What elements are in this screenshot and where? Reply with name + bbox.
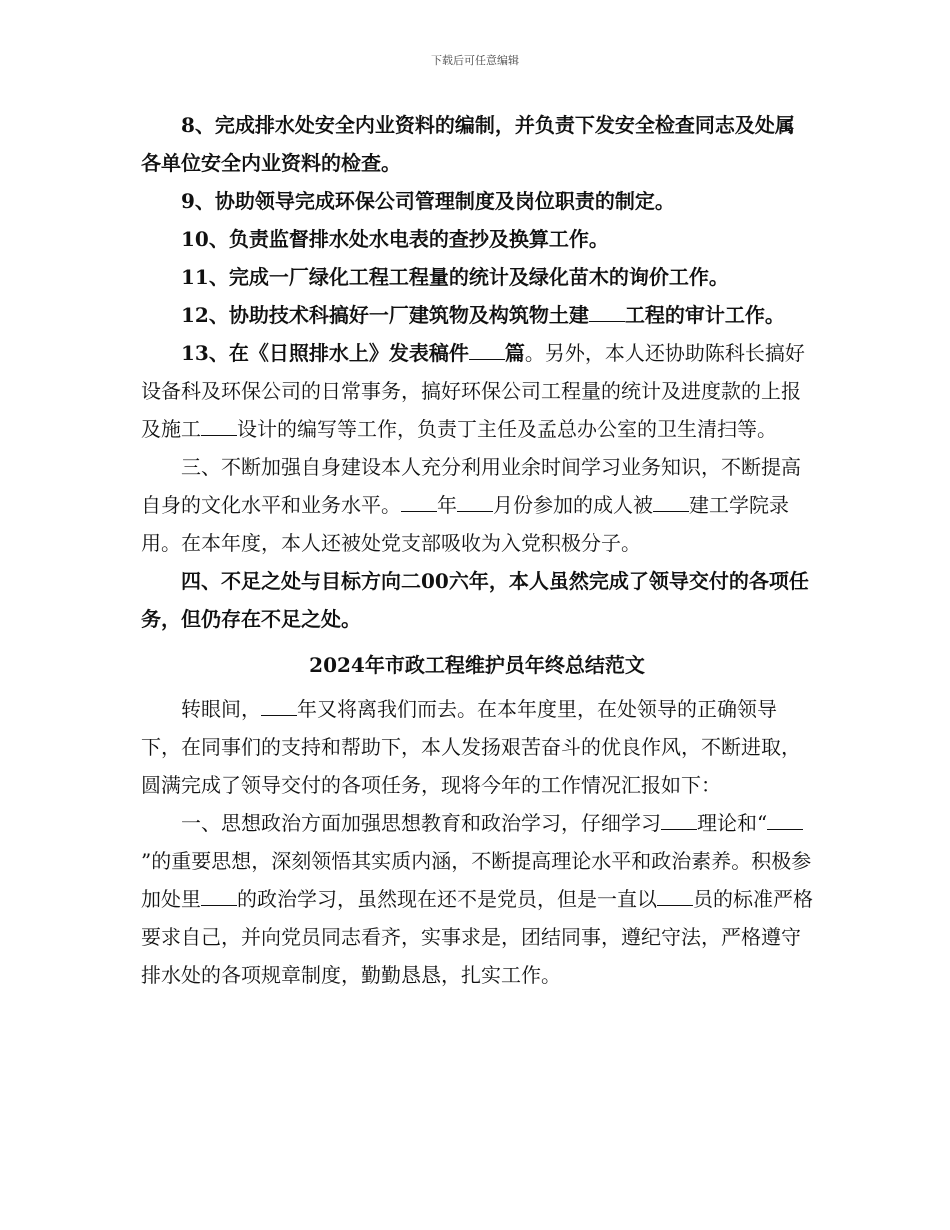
document-body <box>141 106 813 994</box>
item-12-text-b: 工程的审计工作。 <box>624 303 785 327</box>
intro-text-a: 转眼间， <box>181 697 261 721</box>
paragraph-item-11: 11、完成一厂绿化工程工程量的统计及绿化苗木的询价工作。 <box>181 265 729 289</box>
section-1-text-b: 理论和“ <box>697 811 768 835</box>
blank-field <box>767 829 803 830</box>
blank-field <box>457 511 493 512</box>
blank-field <box>469 359 505 360</box>
section-1-text-d: 的政治学习，虽然现在还不是党员，但是一直以 <box>237 887 657 911</box>
blank-field <box>661 829 697 830</box>
blank-field <box>261 715 297 716</box>
blank-field <box>201 435 237 436</box>
intro-text-b: 年又将离我们而去。在本年度里，在处领导的正确领导下，在同事们的支持和帮助下，本人发扬艰苦奋斗的优良作风，不断进取，圆满完成了领导交付的各项任务，现将今年的工作情况汇报如下： <box>141 697 801 797</box>
paragraph-item-10: 10、负责监督排水处水电表的查抄及换算工作。 <box>181 227 609 251</box>
item-13-text-a: 13、在《日照排水上》发表稿件 <box>181 341 469 365</box>
blank-field <box>657 905 693 906</box>
paragraph-intro <box>141 690 813 804</box>
section-1-text-c: ”的重要思想，深刻领悟其实质内涵，不断提高理论水平和政治素养。积极参加处里 <box>141 849 812 911</box>
paragraph-section-1 <box>141 804 813 994</box>
blank-field <box>653 511 689 512</box>
item-13-text-d: 设计的编写等工作，负责丁主任及孟总办公室的卫生清扫等。 <box>237 417 777 441</box>
section-3-text-a: 三、不断加强自身建设本人充分利用业余时间学习业务知识，不断提高自身的文化水平和业务水平。 <box>141 455 801 517</box>
section-3-text-b: 年 <box>437 493 457 517</box>
paragraph-section-4: 四、不足之处与目标方向二00六年，本人虽然完成了领导交付的各项任务，但仍存在不足之处。 <box>141 569 809 631</box>
paragraph-item-13 <box>141 334 813 448</box>
blank-field <box>201 905 237 906</box>
section-1-text-e: 员的标准严格要求自己，并向党员同志看齐，实事求是，团结同事，遵纪守法，严格遵守排水处的各项规章制度，勤勤恳恳，扎实工作。 <box>141 887 813 987</box>
blank-field <box>589 321 625 322</box>
paragraph-section-3 <box>141 448 813 562</box>
paragraph-item-12 <box>141 296 813 334</box>
section-3-text-d: 建工学院录用。在本年度，本人还被处党支部吸收为入党积极分子。 <box>141 493 789 555</box>
section-3-text-c: 月份参加的成人被 <box>493 493 653 517</box>
document-title: 2024年市政工程维护员年终总结范文 <box>309 653 645 677</box>
page-header: 下载后可任意编辑 <box>431 54 519 67</box>
paragraph-item-8: 8、完成排水处安全内业资料的编制，并负责下发安全检查同志及处属各单位安全内业资料的检查。 <box>141 113 795 175</box>
item-13-text-c: 。另外，本人还协助陈科长搞好设备科及环保公司的日常事务，搞好环保公司工程量的统计及进度款的上报及施工 <box>141 341 805 441</box>
item-13-text-b: 篇 <box>504 341 525 365</box>
paragraph-item-9: 9、协助领导完成环保公司管理制度及岗位职责的制定。 <box>181 189 675 213</box>
section-1-text-a: 一、思想政治方面加强思想教育和政治学习，仔细学习 <box>181 811 661 835</box>
item-12-text-a: 12、协助技术科搞好一厂建筑物及构筑物土建 <box>181 303 589 327</box>
blank-field <box>401 511 437 512</box>
